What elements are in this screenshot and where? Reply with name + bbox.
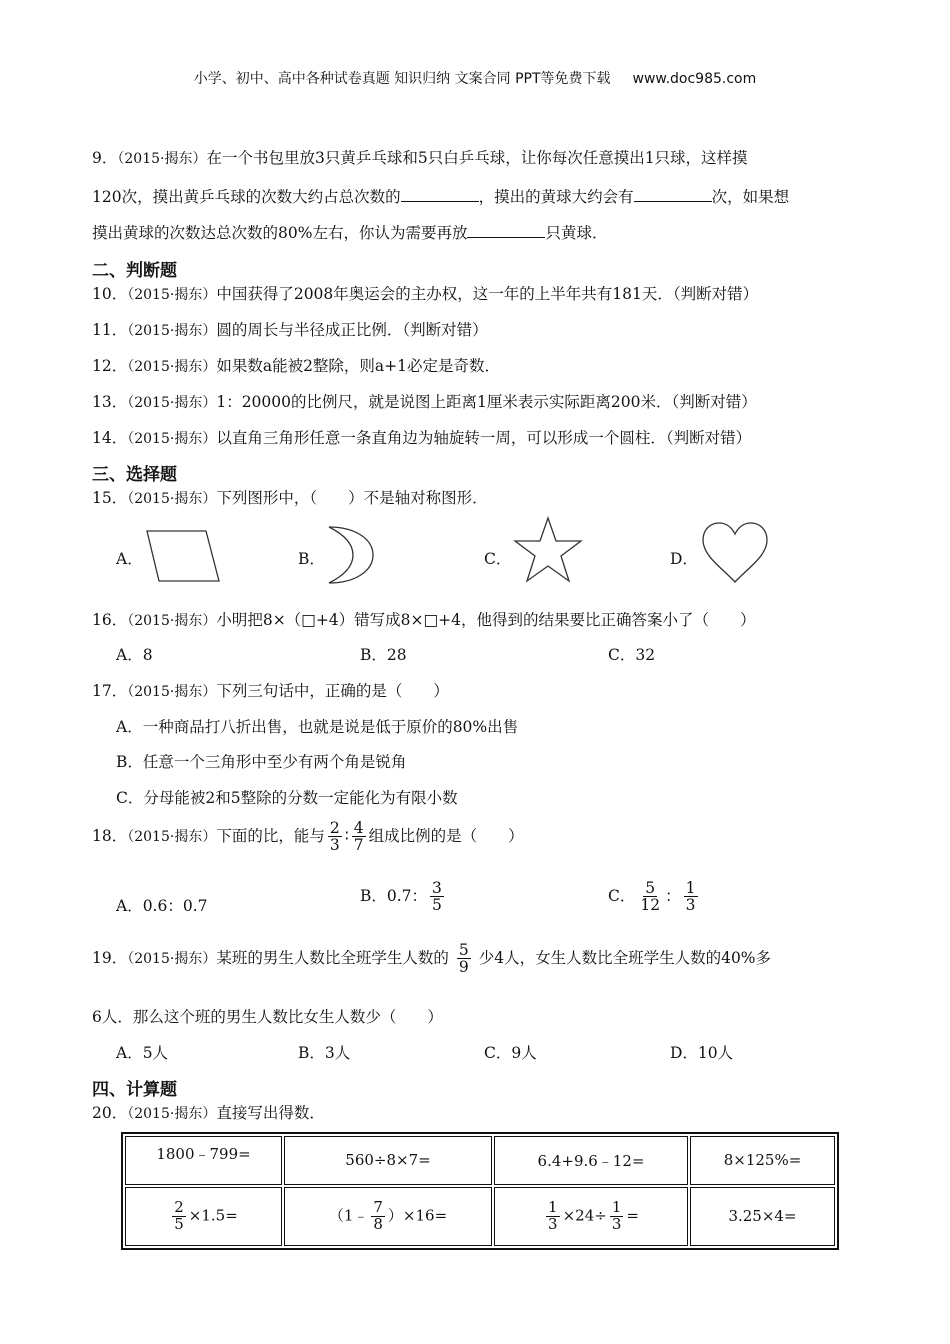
q10-text: 中国获得了2008年奥运会的主办权，这一年的上半年共有181天．（判断对错） bbox=[216, 285, 759, 303]
q18-option-c-denominator-2: 3 bbox=[685, 896, 696, 915]
q18-option-b-fraction bbox=[430, 880, 444, 914]
q18-f2-numerator: 4 bbox=[353, 819, 364, 837]
q19-denominator: 9 bbox=[458, 958, 469, 977]
q9-number: 9． bbox=[92, 149, 118, 167]
q9-blank-3[interactable] bbox=[467, 223, 545, 238]
q18-option-c-fraction-1 bbox=[638, 880, 662, 914]
q15-source: （2015·揭东） bbox=[127, 491, 217, 507]
r2c2-denominator: 8 bbox=[373, 1214, 383, 1233]
q19-post: 少4人，女生人数比全班学生人数的40%多 bbox=[478, 948, 772, 967]
q17-number: 17． bbox=[92, 682, 128, 700]
q15 bbox=[92, 486, 488, 508]
q18-option-b-pre: B．0.7： bbox=[360, 886, 428, 905]
r2c1-tail: ×1.5= bbox=[188, 1206, 238, 1225]
q19-line1 bbox=[92, 942, 771, 976]
parallelogram-icon bbox=[143, 528, 223, 584]
q18-f1-denominator: 3 bbox=[329, 836, 340, 855]
q16-option-b[interactable]: B．28 bbox=[360, 646, 407, 664]
q14-number: 14． bbox=[92, 429, 128, 447]
q18-option-c-numerator-1: 5 bbox=[645, 879, 656, 897]
q20-text: 直接写出得数． bbox=[216, 1104, 325, 1122]
q19-line2: 6人．那么这个班的男生人数比女生人数少（ ） bbox=[92, 1008, 443, 1026]
q11-text: 圆的周长与半径成正比例．（判断对错） bbox=[216, 321, 488, 339]
q9-line2 bbox=[92, 185, 789, 207]
section-3-title: 三、选择题 bbox=[92, 465, 177, 485]
q18-colon: ∶ bbox=[344, 826, 349, 845]
r2c1-fraction bbox=[172, 1200, 186, 1233]
q18-fraction-2 bbox=[352, 820, 366, 854]
q12-text: 如果数a能被2整除，则a+1必定是奇数． bbox=[216, 357, 501, 375]
q15-text: 下列图形中，（ ）不是轴对称图形． bbox=[216, 489, 488, 507]
r2c3-numerator-2: 1 bbox=[611, 1198, 622, 1217]
r2c3-denominator-1: 3 bbox=[548, 1214, 558, 1233]
section-2-title: 二、判断题 bbox=[92, 261, 177, 281]
calc-cell-r1c1: 1800﹣799= bbox=[125, 1136, 282, 1185]
q9-line1 bbox=[92, 146, 748, 168]
q9-source: （2015·揭东） bbox=[117, 151, 207, 167]
calculation-table bbox=[121, 1132, 839, 1250]
q18-option-b[interactable] bbox=[360, 880, 447, 914]
q12 bbox=[92, 354, 500, 376]
q15-option-b-label[interactable]: B． bbox=[298, 550, 325, 568]
q20-number: 20． bbox=[92, 1104, 128, 1122]
table-row bbox=[125, 1187, 835, 1246]
q15-option-c-label[interactable]: C． bbox=[484, 550, 512, 568]
r2c3-fraction-2 bbox=[610, 1200, 624, 1233]
q9-text1: 在一个书包里放3只黄乒乓球和5只白乒乓球，让你每次任意摸出1只球，这样摸 bbox=[206, 149, 748, 167]
q9-blank-2[interactable] bbox=[634, 187, 712, 202]
q17-option-c[interactable]: C．分母能被2和5整除的分数一定能化为有限小数 bbox=[116, 789, 458, 807]
q12-number: 12． bbox=[92, 357, 128, 375]
q18-source: （2015·揭东） bbox=[127, 828, 217, 845]
q19-option-c[interactable]: C．9人 bbox=[484, 1044, 537, 1062]
q10 bbox=[92, 282, 758, 304]
q18 bbox=[92, 820, 524, 854]
calc-cell-r1c4: 8×125%= bbox=[690, 1136, 835, 1185]
q19-option-b[interactable]: B．3人 bbox=[298, 1044, 351, 1062]
q17-source: （2015·揭东） bbox=[127, 684, 217, 700]
q9-line3 bbox=[92, 221, 607, 243]
calc-cell-r2c2 bbox=[284, 1187, 492, 1246]
r2c2-fraction bbox=[371, 1200, 385, 1233]
q15-option-a-label[interactable]: A． bbox=[116, 550, 143, 568]
q19-option-a[interactable]: A．5人 bbox=[116, 1044, 169, 1062]
calc-cell-r2c1 bbox=[125, 1187, 282, 1246]
q16-source: （2015·揭东） bbox=[127, 613, 217, 629]
q17-option-b[interactable]: B．任意一个三角形中至少有两个角是锐角 bbox=[116, 753, 407, 771]
q9-text3a: 摸出黄球的次数达总次数的80%左右，你认为需要再放 bbox=[92, 224, 468, 242]
q15-number: 15． bbox=[92, 489, 128, 507]
q18-option-a[interactable]: A．0.6：0.7 bbox=[116, 897, 208, 915]
q11-source: （2015·揭东） bbox=[127, 323, 217, 339]
q18-option-c[interactable] bbox=[608, 880, 701, 914]
q14 bbox=[92, 426, 751, 448]
q16-option-c[interactable]: C．32 bbox=[608, 646, 656, 664]
q13-text: 1：20000的比例尺，就是说图上距离1厘米表示实际距离200米．（判断对错） bbox=[216, 393, 757, 411]
q18-f1-numerator: 2 bbox=[329, 819, 340, 837]
table-row bbox=[125, 1136, 835, 1185]
q16 bbox=[92, 608, 756, 630]
q17-text: 下列三句话中，正确的是（ ） bbox=[216, 682, 449, 700]
q10-number: 10． bbox=[92, 285, 128, 303]
r2c3-fraction-1 bbox=[546, 1200, 560, 1233]
r2c1-numerator: 2 bbox=[174, 1198, 184, 1217]
q18-option-b-numerator: 3 bbox=[432, 879, 442, 897]
q19-pre: 某班的男生人数比全班学生人数的 bbox=[216, 948, 449, 967]
q11 bbox=[92, 318, 488, 340]
q9-text2a: 120次，摸出黄乒乓球的次数大约占总次数的 bbox=[92, 188, 401, 206]
q9-text2c: 次，如果想 bbox=[711, 188, 790, 206]
q10-source: （2015·揭东） bbox=[127, 287, 217, 303]
q18-option-b-denominator: 5 bbox=[432, 896, 442, 915]
q19-number: 19． bbox=[92, 948, 128, 967]
r2c2-pre: （1﹣ bbox=[328, 1206, 369, 1225]
q16-option-a[interactable]: A．8 bbox=[116, 646, 153, 664]
q18-option-c-fraction-2 bbox=[684, 880, 698, 914]
r2c3-numerator-1: 1 bbox=[548, 1198, 558, 1217]
q18-number: 18． bbox=[92, 826, 128, 845]
q18-pre: 下面的比，能与 bbox=[216, 826, 325, 845]
star-icon bbox=[512, 516, 584, 584]
q20 bbox=[92, 1101, 325, 1123]
q18-fraction-1 bbox=[328, 820, 342, 854]
q18-post: 组成比例的是（ ） bbox=[368, 826, 524, 845]
q19-numerator: 5 bbox=[458, 941, 469, 959]
q13-number: 13． bbox=[92, 393, 128, 411]
q16-text: 小明把8×（□+4）错写成8×□+4，他得到的结果要比正确答案小了（ ） bbox=[216, 611, 756, 629]
q15-option-d-label[interactable]: D． bbox=[670, 550, 698, 568]
calc-cell-r2c3 bbox=[494, 1187, 688, 1246]
calc-cell-r1c3: 6.4+9.6﹣12= bbox=[494, 1136, 688, 1185]
q19-option-d[interactable]: D．10人 bbox=[670, 1044, 734, 1062]
q18-option-c-numerator-2: 1 bbox=[685, 879, 696, 897]
q18-option-c-denominator-1: 12 bbox=[640, 896, 661, 915]
q14-text: 以直角三角形任意一条直角边为轴旋转一周，可以形成一个圆柱．（判断对错） bbox=[216, 429, 752, 447]
page-header bbox=[0, 68, 950, 88]
q9-text2b: ，摸出的黄球大约会有 bbox=[478, 188, 634, 206]
r2c1-denominator: 5 bbox=[174, 1214, 184, 1233]
r2c3-mid: ×24÷ bbox=[562, 1206, 607, 1225]
q12-source: （2015·揭东） bbox=[127, 359, 217, 375]
heart-icon bbox=[700, 520, 770, 586]
q9-blank-1[interactable] bbox=[401, 187, 479, 202]
q9-text3b: 只黄球． bbox=[545, 224, 608, 242]
q13 bbox=[92, 390, 757, 412]
section-4-title: 四、计算题 bbox=[92, 1080, 177, 1100]
r2c3-denominator-2: 3 bbox=[611, 1214, 622, 1233]
q17-option-a[interactable]: A．一种商品打八折出售，也就是说是低于原价的80%出售 bbox=[116, 718, 519, 736]
q13-source: （2015·揭东） bbox=[127, 395, 217, 411]
q18-option-c-pre: C． bbox=[608, 886, 636, 905]
header-site-link[interactable]: www.doc985.com bbox=[632, 71, 757, 87]
calc-cell-r1c2: 560÷8×7= bbox=[284, 1136, 492, 1185]
r2c2-tail: ）×16= bbox=[387, 1206, 448, 1225]
q18-f2-denominator: 7 bbox=[353, 836, 364, 855]
calc-cell-r2c4: 3.25×4= bbox=[690, 1187, 835, 1246]
q16-number: 16． bbox=[92, 611, 128, 629]
crescent-icon bbox=[325, 524, 377, 586]
q14-source: （2015·揭东） bbox=[127, 431, 217, 447]
q18-option-c-colon: ： bbox=[665, 886, 681, 905]
header-text: 小学、初中、高中各种试卷真题 知识归纳 文案合同 PPT等免费下载 bbox=[193, 71, 611, 87]
q19-fraction bbox=[457, 942, 471, 976]
r2c3-tail: = bbox=[626, 1206, 639, 1225]
q11-number: 11． bbox=[92, 321, 128, 339]
r2c2-numerator: 7 bbox=[373, 1198, 383, 1217]
q19-source: （2015·揭东） bbox=[127, 950, 217, 967]
q17 bbox=[92, 679, 449, 701]
q20-source: （2015·揭东） bbox=[127, 1106, 217, 1122]
